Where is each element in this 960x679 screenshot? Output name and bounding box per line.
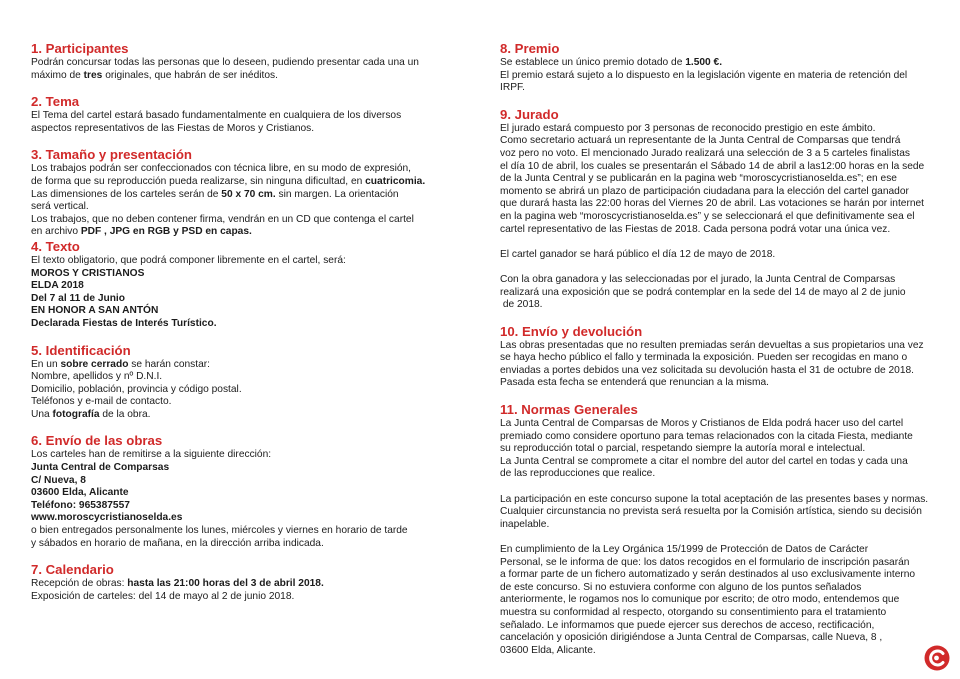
text-line: Recepción de obras: hasta las 21:00 horas del 3 de abril 2018. xyxy=(31,578,324,590)
text-line: y sábados en horario de mañana, en la dirección arriba indicada. xyxy=(31,537,324,549)
text-line: a formar parte de un fichero automatizado y serán destinados al uso exclusivamente interno xyxy=(500,569,916,581)
text-line: señalado. Le informamos que puede ejercer sus derechos de acceso, rectificación, xyxy=(500,619,875,631)
section-tema xyxy=(31,94,471,135)
text-line: cancelación y oposición dirigiéndose a Junta Central de Comparsas, calle Nueva, 8 , xyxy=(500,632,883,644)
text-line: MOROS Y CRISTIANOS xyxy=(31,267,145,279)
text-line: momento se abrirá un plazo de participación ciudadana para la elección del cartel ganador xyxy=(500,185,909,197)
section-title: 3. Tamaño y presentación xyxy=(31,147,192,163)
text-line: en la pagina web “moroscycristianoselda.es” y se seleccionará el que definitivamente sea el xyxy=(500,210,915,222)
text-line: o bien entregados personalmente los lunes, miércoles y viernes en horario de tarde xyxy=(31,525,408,537)
text-line: Nombre, apellidos y nº D.N.I. xyxy=(31,371,163,383)
text-line: Junta Central de Comparsas xyxy=(31,462,170,474)
text-line: voz pero no voto. El mencionado Jurado realizará una selección de 3 a 5 carteles finalistas xyxy=(500,147,911,159)
text-line: ELDA 2018 xyxy=(31,280,84,292)
text-line: de forma que su reproducción pueda realizarse, sin ninguna dificultad, en cuatricomia. xyxy=(31,175,426,187)
text-line: inapelable. xyxy=(500,518,550,530)
section-normas-generales xyxy=(500,402,945,657)
text-line: Los trabajos podrán ser confeccionados con técnica libre, en su modo de expresión, xyxy=(31,163,411,175)
section-title: 1. Participantes xyxy=(31,41,129,56)
text-line: Del 7 al 11 de Junio xyxy=(31,292,125,304)
text-line: Los carteles han de remitirse a la siguiente dirección: xyxy=(31,449,272,461)
text-line: IRPF. xyxy=(500,82,525,94)
section-title: 10. Envío y devolución xyxy=(500,323,643,339)
section-envio-obras xyxy=(31,433,471,550)
right-column xyxy=(500,41,945,657)
section-calendario xyxy=(31,562,471,603)
text-line: el día 10 de abril, los cuales se presentarán el Sábado 14 de abril a las12:00 horas en la sede xyxy=(500,160,925,172)
text-line: Las dimensiones de los carteles serán de 50 x 70 cm. sin margen. La orientación xyxy=(31,188,399,200)
text-line: cartel representativo de las Fiestas de 2018. Cada persona podrá votar una única vez. xyxy=(500,223,891,235)
text-line: Se establece un único premio dotado de 1.500 €. xyxy=(500,57,723,68)
text-line: Una fotografía de la obra. xyxy=(31,408,151,420)
text-line: La participación en este concurso supone la total aceptación de las presentes bases y normas. xyxy=(500,493,929,505)
text-line: de este concurso. Si no estuviera conforme con alguno de los puntos señalados xyxy=(500,581,862,593)
text-line: Teléfonos y e-mail de contacto. xyxy=(31,396,172,408)
text-line: premiado como considere oportuno para temas relacionados con la citada Fiesta, mediante xyxy=(500,430,913,442)
section-title: 11. Normas Generales xyxy=(500,402,638,418)
text-line: En un sobre cerrado se harán constar: xyxy=(31,358,210,370)
section-premio xyxy=(500,41,945,95)
text-line: Cualquier circunstancia no prevista será resuelta por la Comisión artística, siendo su decisión xyxy=(500,506,922,518)
text-line: Domicilio, población, provincia y código postal. xyxy=(31,383,242,395)
text-line: de la Junta Central y se publicarán en la pagina web “moroscycristianoselda.es”; en ese xyxy=(500,173,897,185)
text-line: muestra su conformidad al respecto, otorgando su consentimiento para el tratamiento xyxy=(500,606,887,618)
text-line: Pasada esta fecha se entenderá que renuncian a la misma. xyxy=(500,377,770,389)
section-title: 2. Tema xyxy=(31,94,80,110)
text-line: Los trabajos, que no deben contener firma, vendrán en un CD que contenga el cartel xyxy=(31,213,414,225)
text-line: C/ Nueva, 8 xyxy=(31,474,86,486)
text-line: 03600 Elda, Alicante. xyxy=(500,644,596,656)
text-line: Como secretario actuará un representante de la Junta Central de Comparsas que tendrá xyxy=(500,135,901,147)
section-title: 7. Calendario xyxy=(31,562,114,578)
text-line: será vertical. xyxy=(31,201,89,213)
text-line: que durará hasta las 22:00 horas del Viernes 20 de abril. Las votaciones se harán por internet xyxy=(500,198,924,210)
text-line: Con la obra ganadora y las seleccionadas por el jurado, la Junta Central de Comparsas xyxy=(500,273,896,285)
section-participantes xyxy=(31,41,471,82)
text-line: El premio estará sujeto a lo dispuesto en la legislación vigente en materia de retención del xyxy=(500,69,908,81)
text-line: En cumplimiento de la Ley Orgánica 15/1999 de Protección de Datos de Carácter xyxy=(500,544,869,555)
text-line: El cartel ganador se hará público el día 12 de mayo de 2018. xyxy=(500,248,776,260)
text-line: su reproducción total o parcial, respetando siempre la autoría moral e intelectual. xyxy=(500,443,866,455)
text-line: enviadas a portes debidos una vez solicitada su devolución hasta el 31 de octubre de 2018. xyxy=(500,364,915,376)
section-tamano xyxy=(31,147,471,239)
text-line: realizará una exposición que se podrá contemplar en la sede del 14 de mayo al 2 de junio xyxy=(500,286,906,298)
section-title: 9. Jurado xyxy=(500,106,559,122)
text-line: El texto obligatorio, que podrá componer libremente en el cartel, será: xyxy=(31,254,346,266)
text-line: Personal, se le informa de que: los datos recogidos en el formulario de inscripción pasarán xyxy=(500,556,910,568)
text-line: El jurado estará compuesto por 3 personas de reconocido prestigio en este ámbito. xyxy=(500,122,876,134)
text-line: Exposición de carteles: del 14 de mayo al 2 de junio 2018. xyxy=(31,590,295,602)
section-title: 6. Envío de las obras xyxy=(31,433,163,449)
text-line: La Junta Central se compromete a citar el nombre del autor del cartel en todas y cada una xyxy=(500,455,908,467)
text-line: El Tema del cartel estará basado fundamentalmente en cualquiera de los diversos xyxy=(31,110,402,122)
text-line: Teléfono: 965387557 xyxy=(31,499,130,511)
text-line: de 2018. xyxy=(500,299,543,311)
text-line: 03600 Elda, Alicante xyxy=(31,487,129,499)
section-title: 4. Texto xyxy=(31,238,80,254)
comparsas-logo-icon xyxy=(924,645,950,671)
section-identificacion xyxy=(31,343,471,422)
section-title: 5. Identificación xyxy=(31,342,131,358)
text-line: La Junta Central de Comparsas de Moros y Cristianos de Elda podrá hacer uso del cartel xyxy=(500,418,904,430)
text-line: EN HONOR A SAN ANTÓN xyxy=(31,305,159,317)
section-texto xyxy=(31,239,471,331)
left-column xyxy=(31,41,471,603)
text-line: www.moroscycristianoselda.es xyxy=(31,512,183,524)
text-line: aspectos representativos de las Fiestas de Moros y Cristianos. xyxy=(31,122,315,134)
section-envio-devolucion xyxy=(500,324,945,390)
text-line: en archivo PDF , JPG en RGB y PSD en capas. xyxy=(31,226,252,238)
text-line: de las reproducciones que realice. xyxy=(500,468,656,480)
text-line: máximo de tres originales, que habrán de ser inéditos. xyxy=(31,69,278,81)
text-line: Podrán concursar todas las personas que lo deseen, pudiendo presentar cada una un xyxy=(31,57,419,68)
text-line: se haya hecho público el fallo y terminada la exposición. Pueden ser recogidas en mano o xyxy=(500,352,908,364)
text-line: Declarada Fiestas de Interés Turístico. xyxy=(31,317,217,329)
section-title: 8. Premio xyxy=(500,41,560,56)
section-jurado xyxy=(500,107,945,312)
text-line: anteriormente, le rogamos nos lo comunique por escrito; de otro modo, entendemos que xyxy=(500,594,900,606)
text-line: Las obras presentadas que no resulten premiadas serán devueltas a sus propietarios una vez xyxy=(500,339,924,351)
